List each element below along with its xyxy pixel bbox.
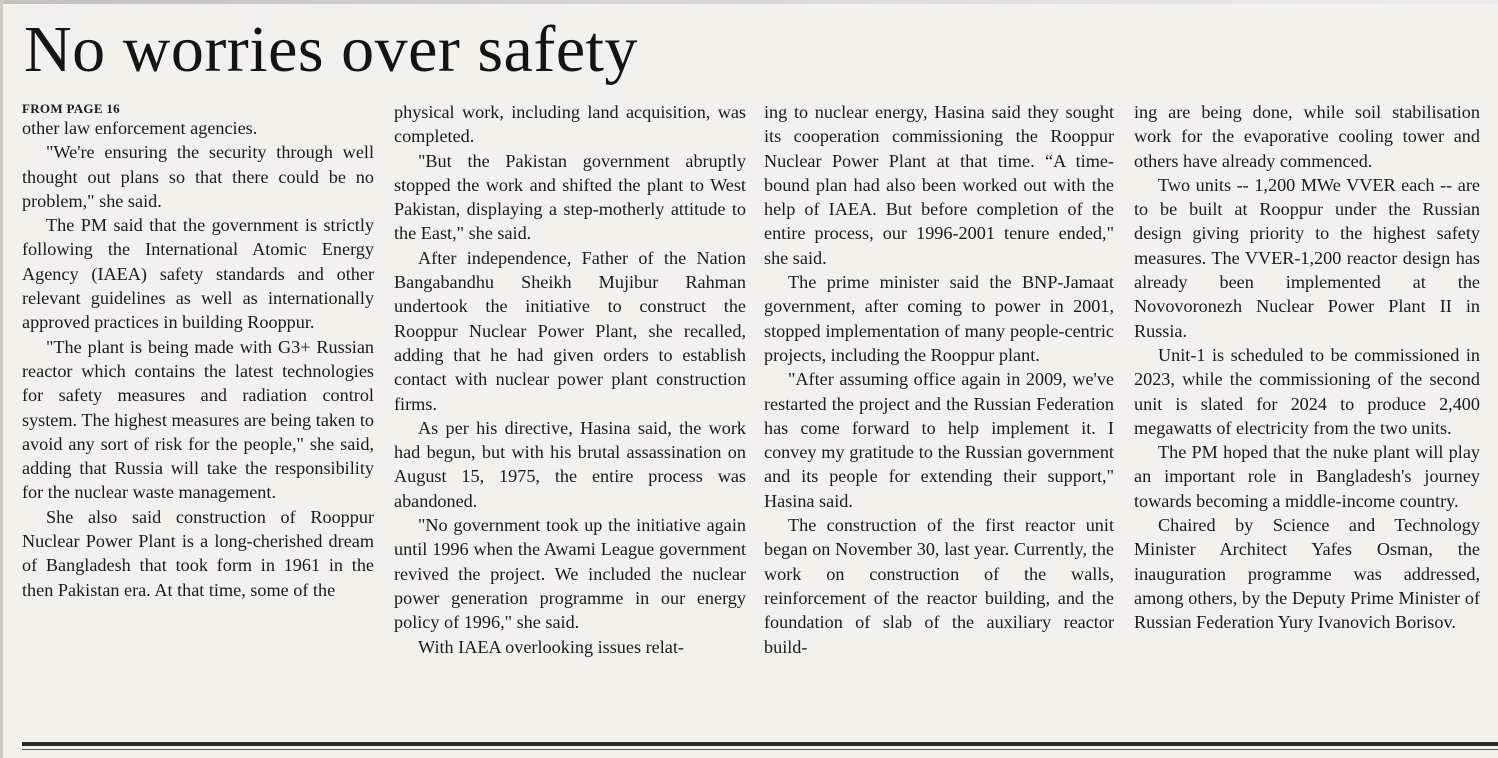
paragraph: Two units -- 1,200 MWe VVER each -- are to be built at Rooppur under the Russian design giving priority to the highest safety measures. The VVER-1,200 reactor design has already been implemented at the Novovoronezh Nuclear Power Plant II in Russia. bbox=[1134, 174, 1480, 341]
headline: No worries over safety bbox=[24, 13, 638, 86]
paragraph: ing to nuclear energy, Hasina said they sought its cooperation commissioning the Rooppur Nuclear Power Plant at that time. “A time-bound plan had also been worked out with the help of IAEA. But before completion of the entire process, our 1996-2001 tenure ended," she said. bbox=[764, 102, 1114, 268]
paragraph: Chaired by Science and Technology Minister Architect Yafes Osman, the inauguration programme was addressed, among others, by the Deputy Prime Minister of Russian Federation Yury Ivanovich Borisov. bbox=[1134, 515, 1480, 633]
jump-kicker: FROM PAGE 16 bbox=[22, 101, 120, 116]
page-edge bbox=[0, 0, 3, 758]
paragraph: physical work, including land acquisition, was completed. bbox=[394, 102, 746, 147]
paragraph: Unit-1 is scheduled to be commissioned in 2023, while the commissioning of the second unit is slated for 2024 to produce 2,400 megawatts of electricity from the two units. bbox=[1134, 344, 1480, 438]
paragraph: ing are being done, while soil stabilisation work for the evaporative cooling tower and others have already commenced. bbox=[1134, 102, 1480, 171]
paragraph: The construction of the first reactor unit began on November 30, last year. Currently, the work on construction of the walls, reinforcement of the reactor building, and the foundation of slab of the auxiliary reactor build- bbox=[764, 515, 1114, 657]
paragraph: The PM said that the government is strictly following the International Atomic Energy Agency (IAEA) safety standards and other relevant guidelines as well as internationally approved practices in building Rooppur. bbox=[22, 215, 374, 333]
paragraph: The PM hoped that the nuke plant will play an important role in Bangladesh's journey towards becoming a middle-income country. bbox=[1134, 442, 1480, 511]
paragraph: After independence, Father of the Nation Bangabandhu Sheikh Mujibur Rahman undertook the initiative to construct the Rooppur Nuclear Power Plant, she recalled, adding that he had given orders to establish contact with nuclear power plant construction firms. bbox=[394, 247, 746, 414]
column-4 bbox=[1134, 100, 1480, 736]
paragraph: The prime minister said the BNP-Jamaat government, after coming to power in 2001, stopped implementation of many people-centric projects, including the Rooppur plant. bbox=[764, 272, 1114, 365]
paragraph: "The plant is being made with G3+ Russian reactor which contains the latest technologies for safety measures and radiation control system. The highest measures are being taken to avoid any sort of risk for the people," she said, adding that Russia will take the responsibility for the nuclear waste management. bbox=[22, 336, 374, 503]
paragraph: "But the Pakistan government abruptly stopped the work and shifted the plant to West Pakistan, displaying a step-motherly attitude to the East," she said. bbox=[394, 150, 746, 244]
paragraph: With IAEA overlooking issues relat- bbox=[418, 636, 684, 657]
paragraph: other law enforcement agencies. bbox=[22, 118, 258, 138]
bottom-rule bbox=[22, 742, 1498, 746]
top-rule bbox=[0, 0, 1498, 4]
column-2 bbox=[394, 100, 746, 736]
paragraph: "We're ensuring the security through well thought out plans so that there could be no problem," she said. bbox=[22, 142, 374, 211]
column-1 bbox=[22, 100, 374, 736]
paragraph: "After assuming office again in 2009, we've restarted the project and the Russian Federation has come forward to help implement it. I convey my gratitude to the Russian government and its people for extending their support," Hasina said. bbox=[764, 369, 1114, 511]
paragraph: She also said construction of Rooppur Nuclear Power Plant is a long-cherished dream of Bangladesh that took form in 1961 in the then Pakistan era. At that time, some of the bbox=[22, 506, 374, 600]
paragraph: "No government took up the initiative again until 1996 when the Awami League government revived the project. We included the nuclear power generation programme in our energy policy of 1996," she said. bbox=[394, 515, 746, 633]
paragraph: As per his directive, Hasina said, the work had begun, but with his brutal assassination on August 15, 1975, the entire process was abandoned. bbox=[394, 417, 746, 511]
article-body bbox=[22, 100, 1480, 736]
column-3 bbox=[764, 100, 1114, 736]
bottom-rule-thin bbox=[22, 749, 1498, 750]
